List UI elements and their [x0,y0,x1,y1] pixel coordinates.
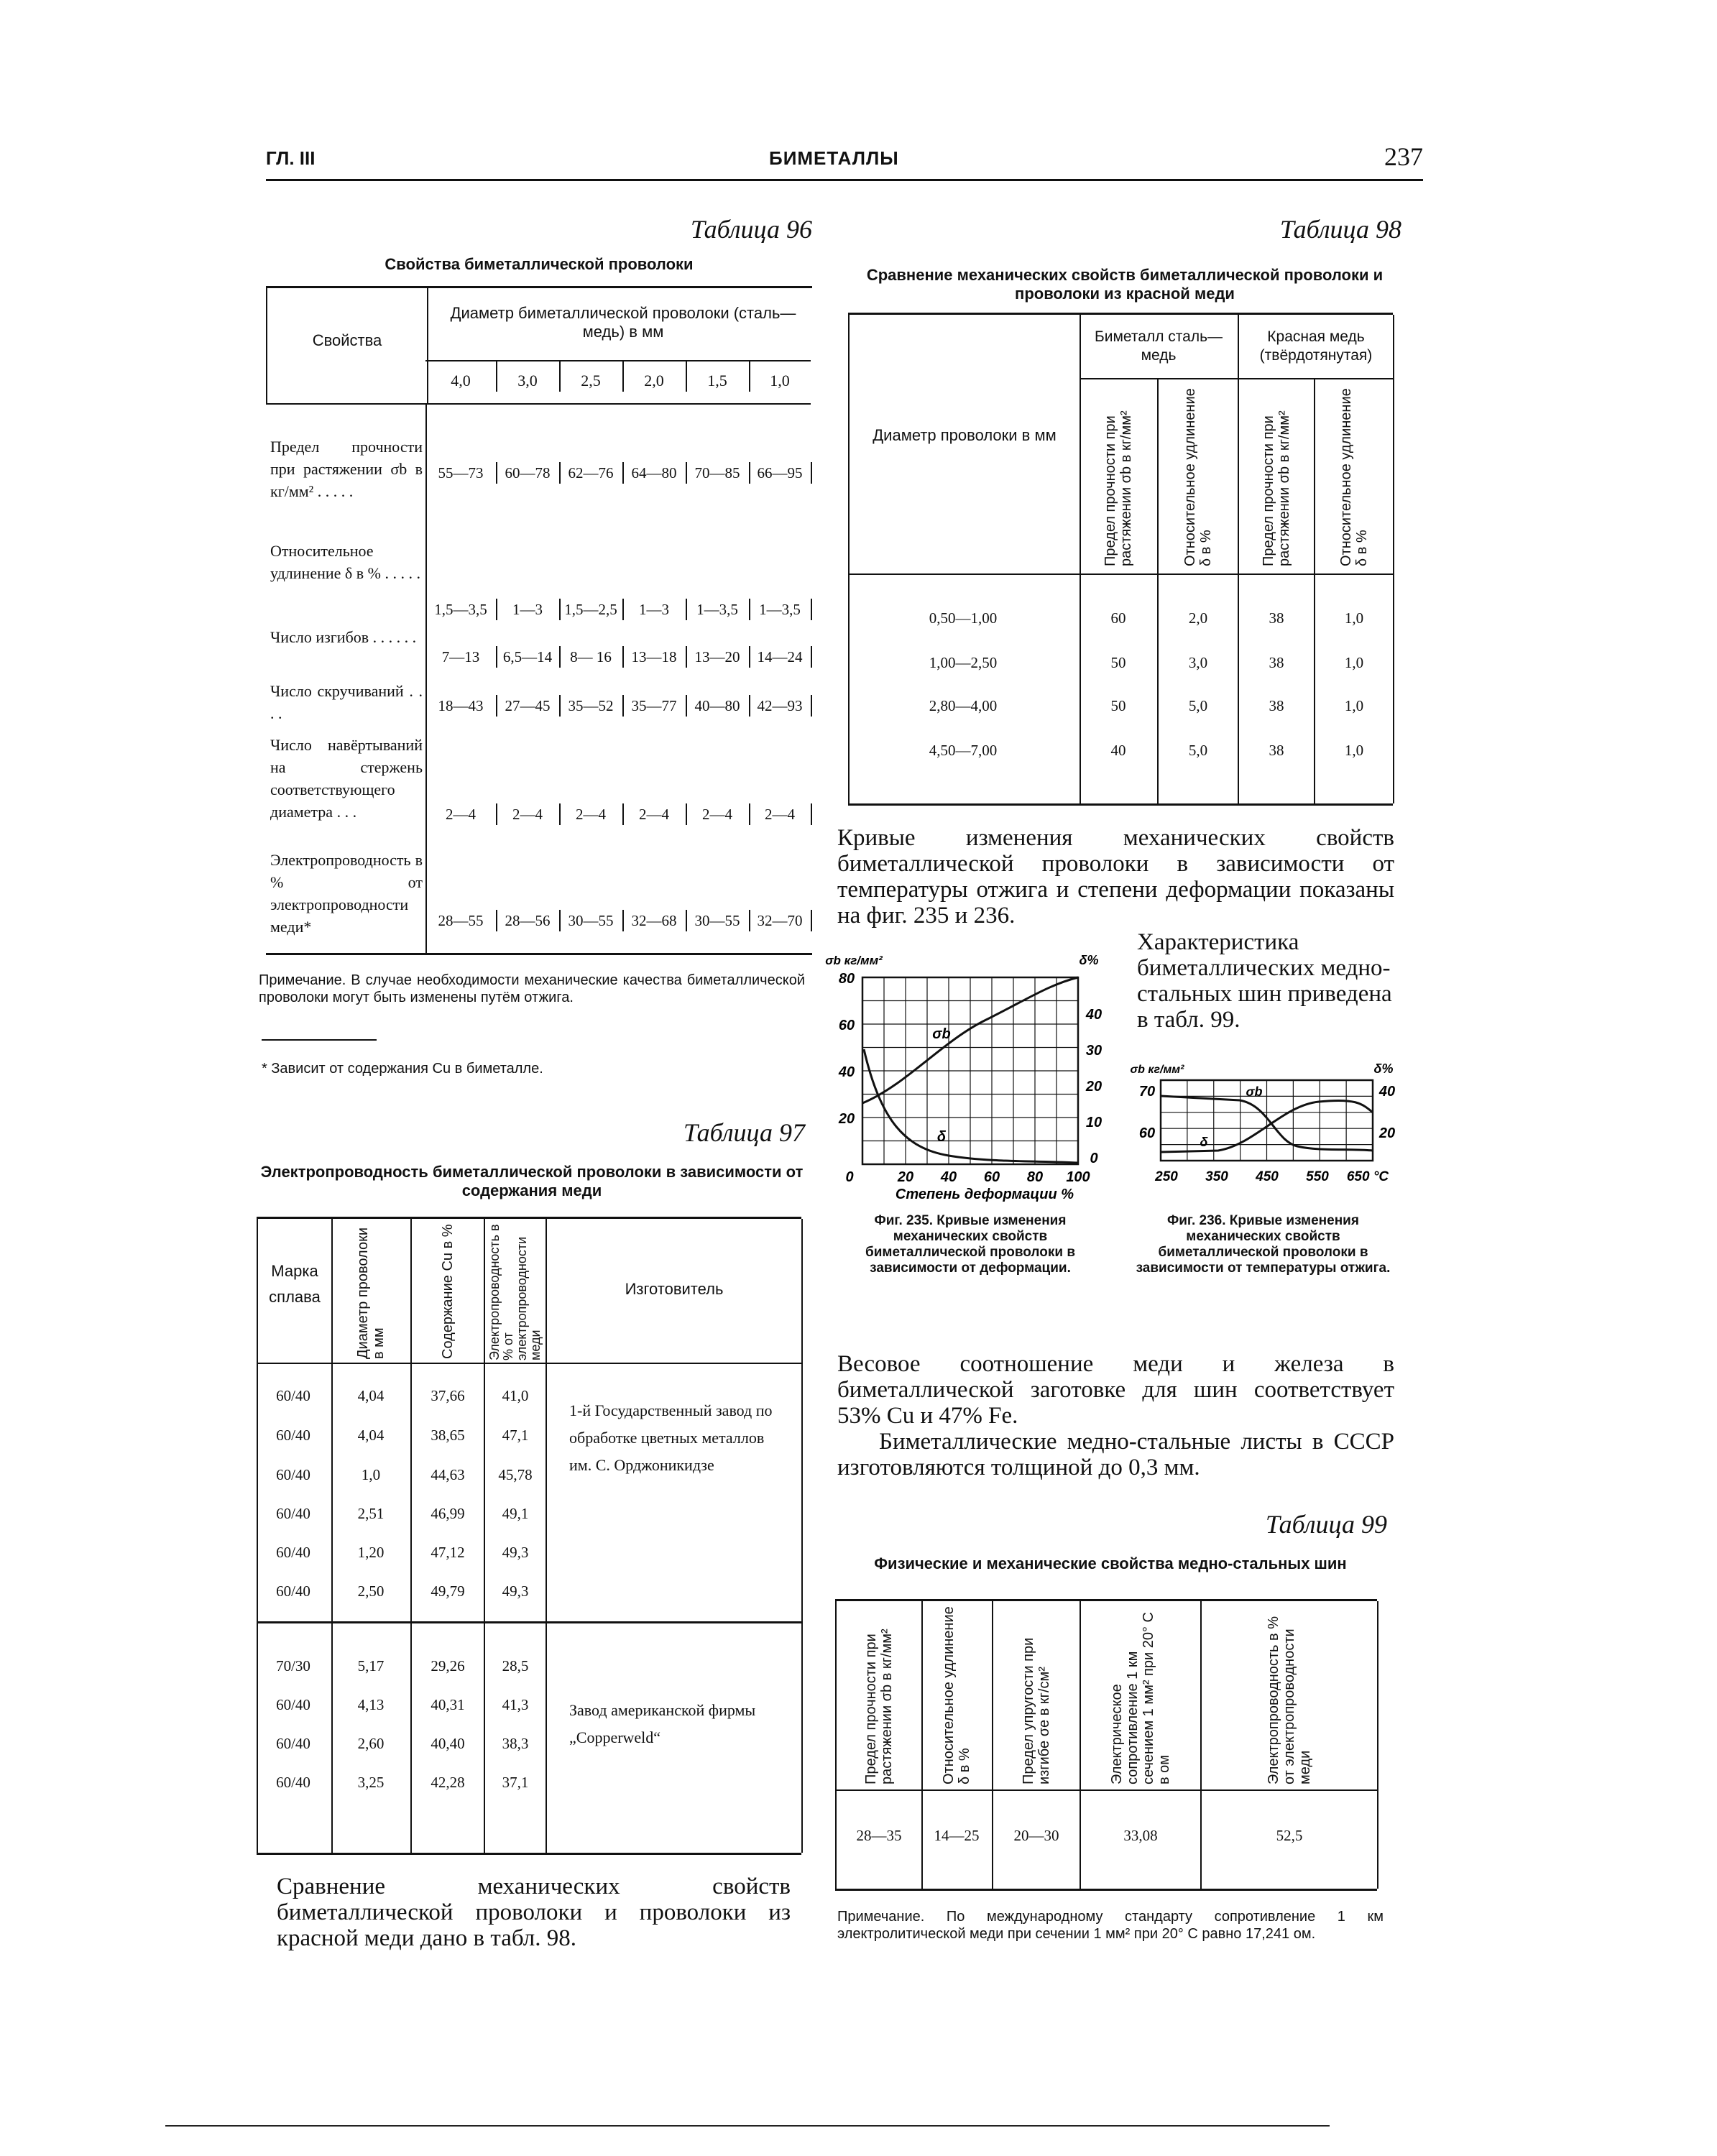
table-99-label: Таблица 99 [1265,1510,1387,1539]
property-value: 27—45 [496,695,561,717]
data-cell: 40,40 [431,1735,465,1752]
data-cell: 3,0 [1188,654,1208,671]
data-cell: 38,65 [431,1427,465,1444]
column-body [835,1791,923,1889]
data-cell: 33,08 [1123,1827,1158,1844]
left-tick: 70 [1138,1084,1156,1100]
right-tick: 40 [1085,1007,1103,1023]
property-label: Число навёртываний на стержень соответствующего диаметра . . . [270,736,423,821]
data-cell: 60/40 [276,1583,310,1600]
data-cell: 5,0 [1188,697,1208,714]
data-cell: 40,31 [431,1696,465,1713]
data-cell: 4,13 [357,1696,385,1713]
right-tick: 20 [1378,1125,1396,1141]
header-wire-diameter: Диаметр проволоки в мм [873,426,1057,444]
x-tick: 80 [1026,1169,1044,1185]
data-cell: 5,17 [357,1657,385,1674]
property-value: 42—93 [749,695,812,717]
x-axis-label: Степень деформации % [895,1187,1074,1202]
data-cell: 49,1 [502,1505,529,1522]
figure-235-chart [825,949,1107,1207]
data-cell: 60/40 [276,1427,310,1444]
property-value: 30—55 [559,910,624,931]
header-elongation-bimetal: Относительное удлинение δ в % [1182,388,1214,566]
property-value: 32—68 [622,910,687,931]
delta-label: δ [1200,1135,1208,1149]
data-cell: 50 [1110,697,1126,714]
y-right-unit: δ% [1373,1061,1394,1076]
column-header [1202,1601,1378,1791]
property-value: 2—4 [622,803,687,825]
property-value: 28—56 [496,910,561,931]
data-cell: 60/40 [276,1735,310,1752]
header-cu-content: Содержание Cu в % [440,1224,456,1359]
paragraph-right-2: Характеристика биметаллических медно-стальных шин приведена в табл. 99. [1137,929,1392,1033]
header-red-copper: Красная медь (твёрдотянутая) [1259,328,1373,364]
right-tick: 40 [1378,1084,1396,1100]
data-cell: 4,04 [357,1387,385,1404]
property-value: 55—73 [425,462,497,484]
data-cell: 28—35 [856,1827,902,1844]
data-cell: 2,60 [357,1735,385,1752]
property-value: 1,5—2,5 [559,599,624,620]
property-value: 13—20 [686,646,750,668]
data-cell: 49,3 [502,1583,529,1600]
table-99-caption: Физические и механические свойства медно-стальных шин [874,1554,1347,1572]
property-value: 14—24 [749,646,812,668]
property-value: 2—4 [749,803,812,825]
table-98 [848,313,1393,806]
property-value: 62—76 [559,462,624,484]
data-cell: 42,28 [431,1774,465,1791]
data-cell: 40 [1110,742,1126,759]
data-cell: 37,66 [431,1387,465,1404]
header-bimetal: Биметалл сталь—медь [1094,328,1223,364]
data-cell: 70/30 [276,1657,310,1674]
x-tick: 650 °C [1346,1169,1389,1184]
property-value: 35—52 [559,695,624,717]
data-cell: 49,79 [431,1583,465,1600]
delta-label: δ [936,1129,947,1145]
table-98-label: Таблица 98 [1279,215,1401,244]
diameter-header: 1,0 [770,372,790,390]
property-value: 35—77 [622,695,687,717]
chapter-label: ГЛ. III [266,147,316,169]
running-title: БИМЕТАЛЛЫ [769,147,899,169]
column-header [921,1601,993,1791]
column-body [1202,1791,1378,1889]
property-value: 32—70 [749,910,812,931]
data-cell: 1,0 [1344,697,1364,714]
data-cell: 1,20 [357,1544,385,1561]
column-body [921,1791,993,1889]
x-tick: 60 [983,1169,1000,1185]
property-value: 1—3 [496,599,561,620]
column-header-text: Электрическое сопротивление 1 км сечением 1 мм² при 20° С в ом [1109,1612,1172,1784]
data-cell: 50 [1110,654,1126,671]
x-tick: 550 [1306,1169,1329,1184]
data-cell: 29,26 [431,1657,465,1674]
property-label: Предел прочности при растяжении σb в кг/мм² . . . . . [270,438,423,500]
figure-236-caption: Фиг. 236. Кривые изменения механических свойств биметаллической проволоки в зависимости от температуры отжига. [1136,1213,1391,1276]
header-strength-copper: Предел прочности при растяжении σb в кг/мм² [1261,410,1292,566]
data-cell: 52,5 [1276,1827,1303,1844]
property-value: 70—85 [686,462,750,484]
data-cell: 60/40 [276,1696,310,1713]
column-body [993,1791,1081,1889]
property-value: 13—18 [622,646,687,668]
data-cell: 49,3 [502,1544,529,1561]
x-tick: 100 [1066,1169,1090,1185]
table-99-note: Примечание. По международному стандарту сопротивление 1 км электролитической меди при сечении 1 мм² при 20° С равно 17,241 ом. [837,1909,1384,1942]
table-96-footnote: * Зависит от содержания Cu в биметалле. [262,1061,543,1077]
property-value: 1—3,5 [686,599,750,620]
property-label: Относительное удлинение δ в % . . . . . [270,542,420,582]
data-cell: 1,0 [1344,609,1364,627]
header-elongation-copper: Относительное удлинение δ в % [1338,388,1370,566]
column-header-text: Предел прочности при растяжении σb в кг/мм² [863,1628,895,1784]
column-header [993,1601,1081,1791]
table-96-note: Примечание. В случае необходимости механические качества биметаллической проволоки могут быть изменены путём отжига. [259,972,805,1005]
figure-236-chart [1130,1060,1401,1204]
diameter-header: 2,5 [559,360,624,392]
column-header [835,1601,923,1791]
data-cell: 38 [1269,697,1284,714]
table-96 [266,286,812,955]
column-body [1081,1791,1202,1889]
diameter-header: 4,0 [425,360,497,392]
header-properties: Свойства [312,331,382,349]
data-cell: 38 [1269,654,1284,671]
column-header-text: Относительное удлинение δ в % [941,1606,972,1784]
property-label: Электропроводность в % от электропроводности меди* [270,851,423,936]
data-cell: 60/40 [276,1466,310,1483]
column-header-text: Электропроводность в % от электропроводности меди [1266,1616,1313,1784]
header-wire-diameter: Диаметр проволоки в мм [355,1227,387,1359]
header-diameter: Диаметр биметаллической проволоки (сталь—медь) в мм [450,304,796,341]
data-cell: 1,0 [1344,654,1364,671]
running-header [266,142,1423,181]
right-tick: 0 [1090,1151,1098,1166]
data-cell: 60/40 [276,1387,310,1404]
data-cell: 4,50—7,00 [929,742,998,759]
data-cell: 60 [1110,609,1126,627]
x-tick: 40 [940,1169,957,1185]
property-label: Число скручиваний . . . . [270,682,423,722]
property-value: 2—4 [686,803,750,825]
property-value: 66—95 [749,462,812,484]
property-value: 6,5—14 [496,646,561,668]
x-tick: 250 [1155,1169,1178,1184]
data-cell: 45,78 [498,1466,533,1483]
left-tick: 80 [838,971,855,987]
y-right-unit: δ% [1079,953,1099,967]
data-cell: 38 [1269,609,1284,627]
data-cell: 37,1 [502,1774,529,1791]
property-value: 2—4 [559,803,624,825]
table-96-caption: Свойства биметаллической проволоки [385,255,694,273]
header-manufacturer: Изготовитель [625,1280,724,1298]
table-97-caption: Электропроводность биметаллической проволоки в зависимости от содержания меди [260,1163,804,1199]
data-cell: 2,50 [357,1583,385,1600]
data-cell: 2,51 [357,1505,385,1522]
manufacturer-2: Завод американской фирмы „Copperweld“ [569,1701,756,1746]
data-cell: 41,0 [502,1387,529,1404]
left-tick: 20 [838,1111,855,1127]
property-value: 2—4 [425,803,497,825]
paragraph-right-3: Весовое соотношение меди и железа в биметаллической заготовке для шин соответствует 53% Cu и 47% Fe. [837,1351,1394,1429]
data-cell: 60/40 [276,1505,310,1522]
property-value: 18—43 [425,695,497,717]
paragraph-right-1: Кривые изменения механических свойств биметаллической проволоки в зависимости от температуры отжига и степени деформации показаны на фиг. 235 и 236. [837,825,1394,929]
x-tick: 20 [897,1169,914,1185]
table-99 [835,1599,1377,1891]
data-cell: 0,50—1,00 [929,609,998,627]
page-number: 237 [1384,142,1423,171]
data-cell: 38 [1269,742,1284,759]
data-cell: 60/40 [276,1774,310,1791]
data-cell: 41,3 [502,1696,529,1713]
table-98-caption: Сравнение механических свойств биметаллической проволоки и проволоки из красной меди [866,266,1384,303]
x-tick: 450 [1256,1169,1279,1184]
data-cell: 3,25 [357,1774,385,1791]
data-cell: 60/40 [276,1544,310,1561]
data-cell: 5,0 [1188,742,1208,759]
left-tick: 60 [1138,1125,1156,1141]
property-value: 1—3,5 [749,599,812,620]
diameter-header-row [425,360,811,405]
data-cell: 2,0 [1188,609,1208,627]
header-strength-bimetal: Предел прочности при растяжении σb в кг/мм² [1103,410,1134,566]
data-cell: 38,3 [502,1735,529,1752]
header-grade: Марка сплава [269,1262,321,1306]
data-cell: 4,04 [357,1427,385,1444]
left-tick: 40 [838,1064,855,1080]
diameter-header: 1,5 [686,360,750,392]
manufacturer-1: 1-й Государственный завод по обработке цветных металлов им. С. Орджоникидзе [569,1401,773,1474]
column-header [1081,1601,1202,1791]
header-conductivity: Электропроводность в % от электропроводности меди [487,1224,543,1360]
property-value: 28—55 [425,910,497,931]
right-tick: 10 [1085,1115,1103,1130]
property-value: 64—80 [622,462,687,484]
data-cell: 14—25 [934,1827,980,1844]
paragraph-right-4: Биметаллические медно-стальные листы в СССР изготовляются толщиной до 0,3 мм. [837,1429,1394,1480]
data-cell: 46,99 [431,1505,465,1522]
right-tick: 30 [1085,1043,1103,1059]
table-96-label: Таблица 96 [690,215,812,244]
x-tick: 0 [845,1169,854,1185]
y-left-unit: σb кг/мм² [825,954,883,967]
property-value: 8— 16 [559,646,624,668]
property-value: 40—80 [686,695,750,717]
sigma-label: σb [932,1026,951,1042]
delta-curve [864,1049,1078,1163]
data-cell: 47,12 [431,1544,465,1561]
data-cell: 44,63 [431,1466,465,1483]
property-value: 60—78 [496,462,561,484]
property-value: 1,5—3,5 [425,599,497,620]
property-value: 1—3 [622,599,687,620]
data-cell: 20—30 [1013,1827,1059,1844]
right-tick: 20 [1085,1079,1103,1095]
data-cell: 47,1 [502,1427,529,1444]
data-cell: 1,00—2,50 [929,654,998,671]
table-97-label: Таблица 97 [683,1118,805,1147]
y-left-unit: σb кг/мм² [1130,1064,1184,1076]
sigma-label: σb [1246,1084,1263,1099]
x-tick: 350 [1205,1169,1228,1184]
column-header-text: Предел упругости при изгибе σe в кг/см² [1021,1637,1052,1784]
diameter-header: 3,0 [496,360,561,392]
diameter-header: 2,0 [622,360,687,392]
property-label: Число изгибов . . . . . . [270,628,417,646]
left-tick: 60 [838,1018,855,1033]
data-cell: 1,0 [1344,742,1364,759]
table-97 [257,1217,801,1855]
data-cell: 28,5 [502,1657,529,1674]
figure-235-caption: Фиг. 235. Кривые изменения механических свойств биметаллической проволоки в зависимости от деформации. [865,1213,1076,1276]
data-cell: 1,0 [361,1466,381,1483]
property-value: 2—4 [496,803,561,825]
property-value: 7—13 [425,646,497,668]
property-value: 30—55 [686,910,750,931]
paragraph-left: Сравнение механических свойств биметаллической проволоки и проволоки из красной меди дано в табл. 98. [277,1874,791,1951]
data-cell: 2,80—4,00 [929,697,998,714]
